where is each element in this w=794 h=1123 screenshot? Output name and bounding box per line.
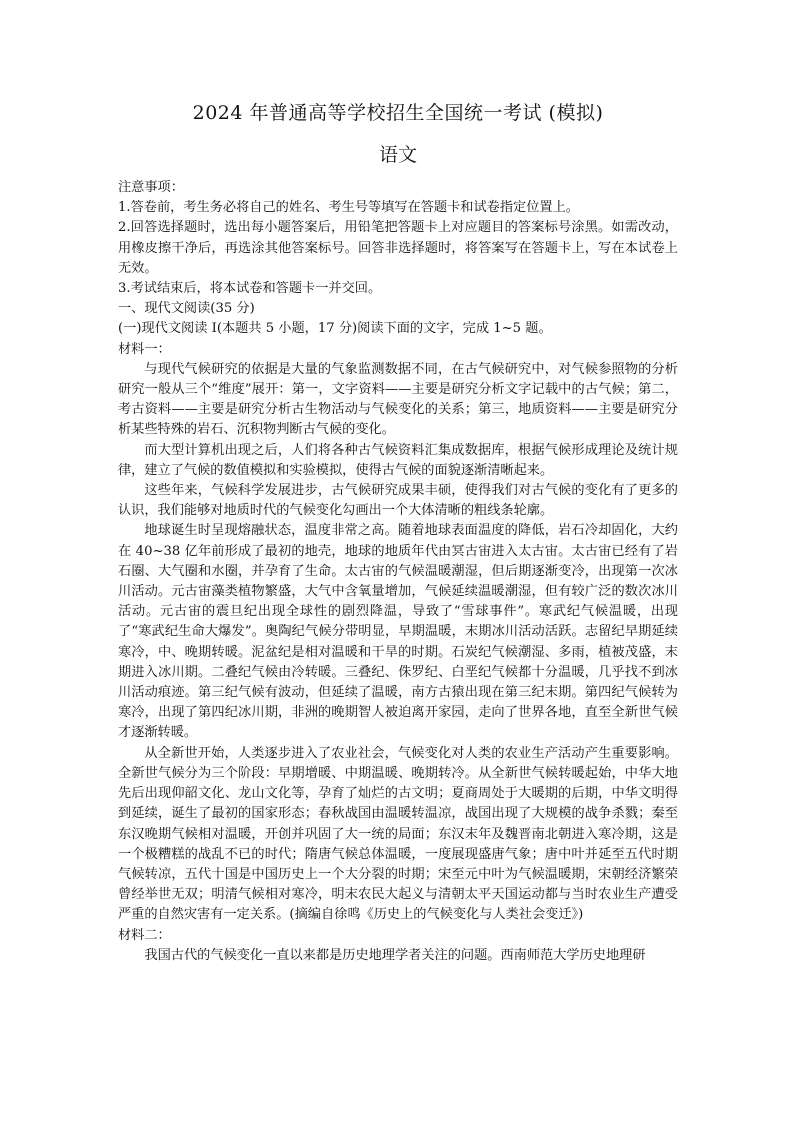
exam-title: 2024 年普通高等学校招生全国统一考试 (模拟) [192,102,604,124]
material1-paragraph: 这些年来，气候科学发展进步，古气候研究成果丰硕，使得我们对古气候的变化有了更多的认识，我们能够对地质时代的气候变化勾画出一个大体清晰的粗线条轮廓。 [118,483,678,519]
subject-title: 语文 [378,144,417,166]
notice-item-1: 1.答卷前，考生务必将自己的姓名、考生号等填写在答题卡和试卷指定位置上。 [118,200,579,216]
material1-paragraph: 从全新世开始，人类逐步进入了农业社会，气候变化对人类的农业生产活动产生重要影响。全新世气候分为三个阶段：早期增暖、中期温暖、晚期转冷。从全新世气候转暖起始，中华大地先后出现仰韶文化、龙山文化等，孕育了灿烂的古文明；夏商周处于大暖期的后期，中华文明得到延续，诞生了最初的国家形态；春秋战国由温暖转温凉，战国出现了大规模的战争杀戮；秦至东汉晚期气候相对温暖，开创并巩固了大一统的局面；东汉末年及魏晋南北朝进入寒冷期，这是一个极糟糕的战乱不已的时代；隋唐气候总体温暖，一度展现盛唐气象；唐中叶并延至五代时期气候转凉，五代十国是中国历史上一个大分裂的时期；宋至元中叶为气候温暖期，宋朝经济繁荣曾经举世无双；明清气候相对寒冷，明末农民大起义与清朝太平天国运动都与当时农业生产遭受严重的自然灾害有一定关系。(摘编自徐鸣《历史上的气候变化与人类社会变迁》) [118,745,678,923]
notice-heading: 注意事项： [118,180,184,195]
notice-item-3: 3.考试结束后，将本试卷和答题卡一并交回。 [118,281,382,297]
section-heading: 一、现代文阅读(35 分) [118,301,255,317]
material2-label: 材料二： [118,927,171,943]
section-sub-heading: (一)现代文阅读 I(本题共 5 小题，17 分)阅读下面的文字，完成 1~5 题。 [118,321,552,337]
material2-paragraph: 我国古代的气候变化一直以来都是历史地理学者关注的问题。西南师范大学历史地理研 [144,947,646,963]
exam-page [118,100,678,966]
notice-item-2: 2.回答选择题时，选出每小题答案后，用铅笔把答题卡上对应题目的答案标号涂黑。如需改动，用橡皮擦干净后，再选涂其他答案标号。回答非选择题时，将答案写在答题卡上，写在本试卷上无效。 [118,220,678,276]
material1-label: 材料一： [118,341,171,357]
material1-paragraph: 而大型计算机出现之后，人们将各种古气候资料汇集成数据库，根据气候形成理论及统计规律，建立了气候的数值模拟和实验模拟，使得古气候的面貌逐渐清晰起来。 [118,442,678,478]
material1-paragraph: 与现代气候研究的依据是大量的气象监测数据不同，在古气候研究中，对气候参照物的分析研究一般从三个“维度”展开：第一，文字资料——主要是研究分析文字记载中的古气候；第二，考古资料——主要是研究分析古生物活动与气候变化的关系；第三，地质资料——主要是研究分析某些特殊的岩石、沉积物判断古气候的变化。 [118,361,678,438]
material1-paragraph: 地球诞生时呈现熔融状态，温度非常之高。随着地球表面温度的降低，岩石冷却固化，大约在 40~38 亿年前形成了最初的地壳，地球的地质年代由冥古宙进入太古宙。太古宙已经有了岩石圈、大气圈和水圈，并孕育了生命。太古宙的气候温暖潮湿，但后期逐渐变冷，出现第一次冰川活动。元古宙藻类植物繁盛，大气中含氧量增加，气候延续温暖潮湿，但有较广泛的数次冰川活动。元古宙的震旦纪出现全球性的剧烈降温，导致了“雪球事件”。寒武纪气候温暖，出现了“寒武纪生命大爆发”。奥陶纪气候分带明显，早期温暖，末期冰川活动活跃。志留纪早期延续寒冷，中、晚期转暖。泥盆纪是相对温暖和干旱的时期。石炭纪气候潮湿、多雨，植被茂盛，末期进入冰川期。二叠纪气候由冷转暖。三叠纪、侏罗纪、白垩纪气候都十分温暖，几乎找不到冰川活动痕迹。第三纪气候有波动，但延续了温暖，南方古猿出现在第三纪末期。第四纪气候转为寒冷，出现了第四纪冰川期，非洲的晚期智人被迫离开家园，走向了世界各地，直至全新世气候才逐渐转暖。 [118,523,678,741]
